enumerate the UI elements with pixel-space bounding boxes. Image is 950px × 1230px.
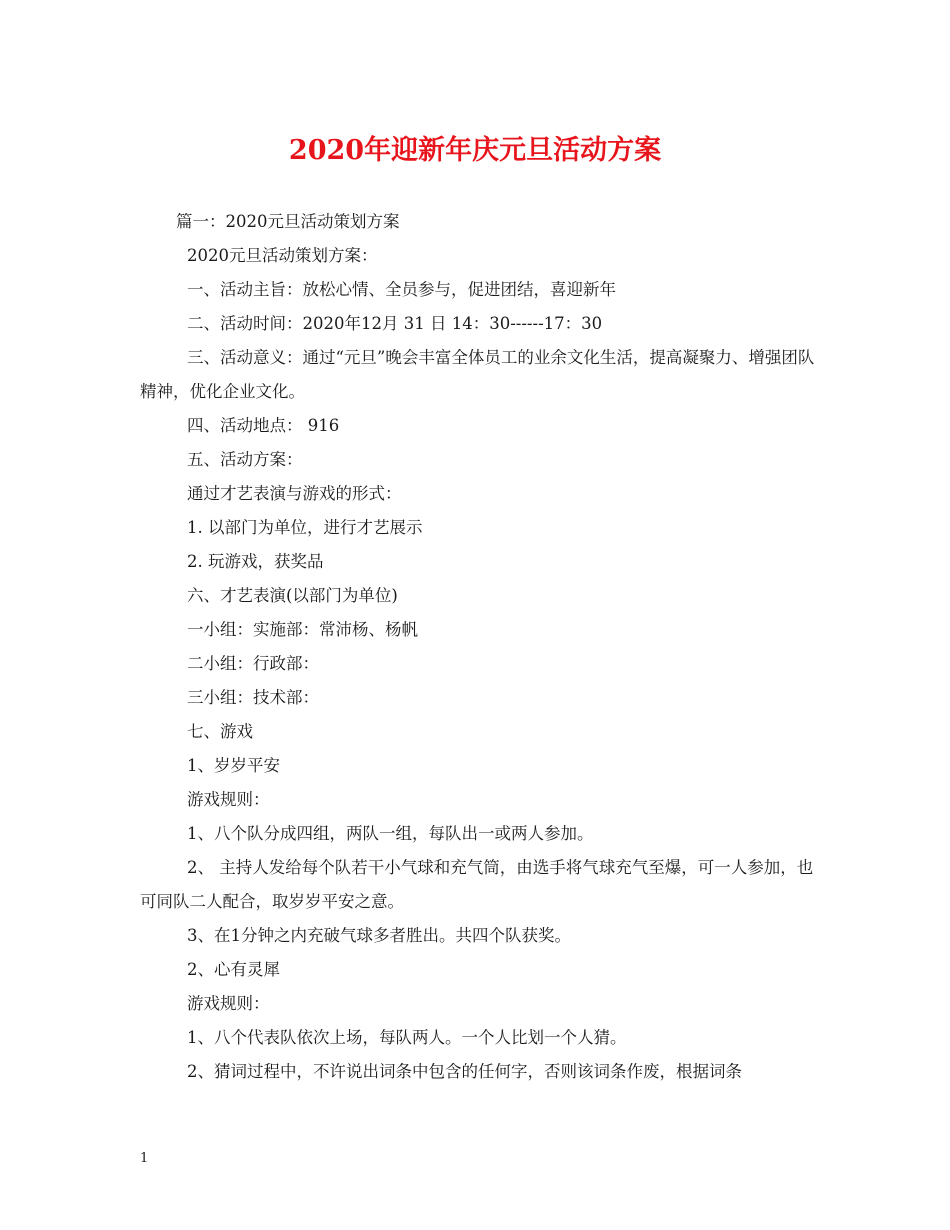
paragraph: 2020元旦活动策划方案： [187,246,378,265]
paragraph: 七、游戏 [187,722,253,741]
paragraph: 1. 以部门为单位，进行才艺展示 [187,518,423,537]
paragraph: 三、活动意义：通过“元旦”晚会丰富全体员工的业余文化生活，提高凝聚力、增强团队精神，优化企业文化。 [140,348,815,401]
paragraph: 五、活动方案： [187,450,303,469]
paragraph: 2、心有灵犀 [187,960,280,979]
paragraph: 2、猜词过程中，不许说出词条中包含的任何字，否则该词条作废，根据词条 [187,1062,742,1081]
paragraph: 2、 主持人发给每个队若干小气球和充气筒，由选手将气球充气至爆，可一人参加，也可同队二人配合，取岁岁平安之意。 [140,858,814,911]
paragraph: 篇一：2020元旦活动策划方案 [176,212,400,231]
paragraph: 游戏规则： [187,994,270,1013]
paragraph: 通过才艺表演与游戏的形式： [187,484,402,503]
paragraph: 1、八个代表队依次上场，每队两人。一个人比划一个人猜。 [187,1028,627,1047]
paragraph: 3、在1分钟之内充破气球多者胜出。共四个队获奖。 [187,926,571,945]
paragraph: 一、活动主旨：放松心情、全员参与，促进团结，喜迎新年 [187,280,616,299]
paragraph: 二小组：行政部： [187,654,319,673]
document-title: 2020年迎新年庆元旦活动方案 [288,135,662,166]
paragraph: 三小组：技术部： [187,688,319,707]
paragraph: 一小组：实施部：常沛杨、杨帆 [187,620,418,639]
paragraph: 四、活动地点： 916 [187,416,340,435]
paragraph: 游戏规则： [187,790,270,809]
paragraph: 1、八个队分成四组，两队一组，每队出一或两人参加。 [187,824,594,843]
paragraph: 六、才艺表演(以部门为单位) [187,586,398,605]
paragraph: 2. 玩游戏，获奖品 [187,552,324,571]
document-body [140,205,816,1089]
page-number: 1 [140,1151,149,1166]
paragraph: 二、活动时间：2020年12月 31 日 14：30------17：30 [187,314,603,333]
paragraph: 1、岁岁平安 [187,756,280,775]
